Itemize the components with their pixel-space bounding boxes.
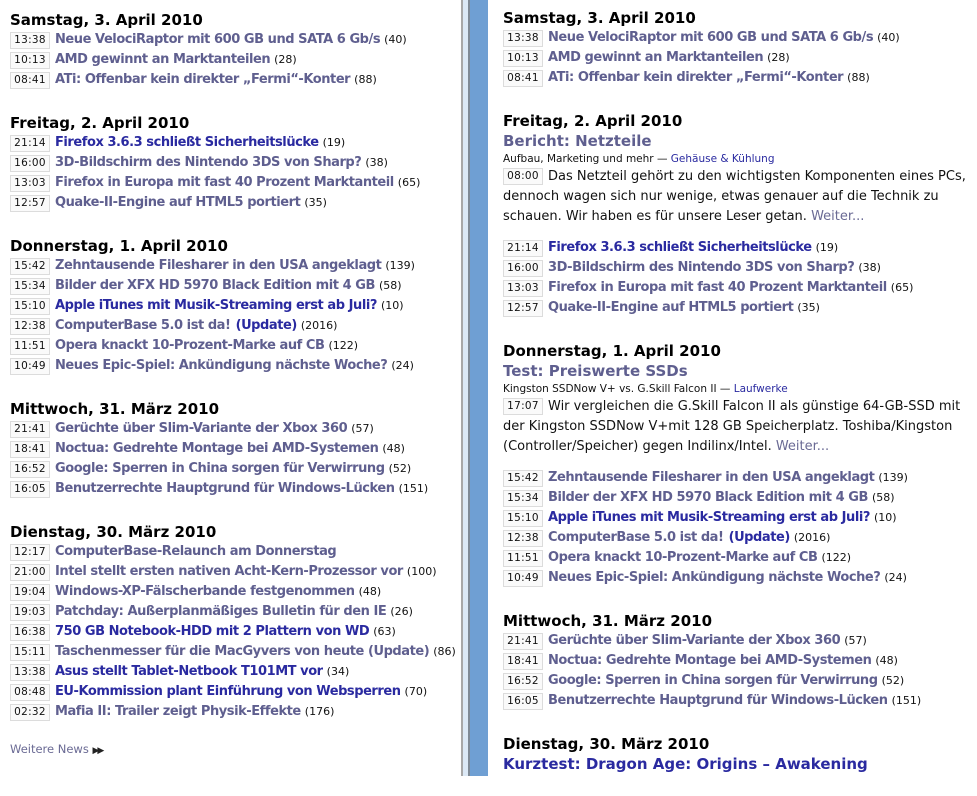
- news-title-link[interactable]: Apple iTunes mit Musik-Streaming erst ab Juli?: [548, 510, 870, 525]
- news-item: [10, 276, 460, 296]
- time-badge: 16:05: [10, 481, 50, 498]
- news-list-right: [503, 7, 977, 796]
- time-badge: 16:00: [503, 260, 543, 277]
- day-heading: Mittwoch, 31. März 2010: [10, 400, 220, 418]
- news-item: [503, 48, 977, 68]
- news-item: [10, 702, 460, 722]
- comment-count[interactable]: (10): [873, 511, 897, 524]
- news-item: [10, 459, 460, 479]
- comment-count[interactable]: (57): [844, 634, 867, 647]
- news-item: [503, 68, 977, 88]
- time-badge: 16:52: [10, 461, 50, 478]
- news-item: [10, 562, 460, 582]
- featured-article-body: [503, 167, 977, 227]
- featured-article: [503, 754, 977, 774]
- news-item: [10, 316, 460, 336]
- comment-count[interactable]: (40): [877, 31, 900, 44]
- news-item: [10, 153, 460, 173]
- news-item: [503, 651, 977, 671]
- comment-count[interactable]: (10): [380, 299, 404, 312]
- time-badge: 10:13: [503, 50, 543, 67]
- comment-count[interactable]: (19): [815, 241, 839, 254]
- news-list-left: [10, 9, 460, 756]
- news-title-link[interactable]: Google: Sperren in China sorgen für Verwirrung: [548, 673, 878, 688]
- time-badge: 15:10: [10, 298, 50, 315]
- comment-count[interactable]: (151): [398, 482, 429, 495]
- comment-count[interactable]: (52): [388, 462, 412, 475]
- news-title-link[interactable]: Asus stellt Tablet-Netbook T101MT vor: [55, 664, 323, 679]
- frame-divider[interactable]: [461, 0, 488, 776]
- comment-count[interactable]: (122): [328, 339, 359, 352]
- comment-count[interactable]: (26): [390, 605, 413, 618]
- news-item: [503, 468, 977, 488]
- update-link[interactable]: (Update): [728, 530, 790, 545]
- time-badge: 16:05: [503, 693, 543, 710]
- featured-article-subtitle: [503, 381, 977, 397]
- news-item: [10, 193, 460, 213]
- news-title-link[interactable]: Firefox 3.6.3 schließt Sicherheitslücke: [55, 135, 319, 150]
- time-badge: 16:52: [503, 673, 543, 690]
- read-more-link[interactable]: Weiter...: [775, 439, 830, 454]
- comment-count[interactable]: (34): [326, 665, 350, 678]
- comment-count[interactable]: (48): [382, 442, 405, 455]
- news-title-link[interactable]: Noctua: Gedrehte Montage bei AMD-Systemen: [55, 441, 379, 456]
- news-title-link[interactable]: ATi: Offenbar kein direkter „Fermi“-Konter: [548, 70, 844, 85]
- news-item: [503, 691, 977, 711]
- news-title-link[interactable]: Firefox in Europa mit fast 40 Prozent Marktanteil: [55, 175, 394, 190]
- news-title-link[interactable]: Bilder der XFX HD 5970 Black Edition mit 4 GB: [55, 278, 375, 293]
- news-title-link[interactable]: Firefox 3.6.3 schließt Sicherheitslücke: [548, 240, 812, 255]
- news-title-link[interactable]: Neues Epic-Spiel: Ankündigung nächste Woche?: [55, 358, 388, 373]
- comment-count[interactable]: (57): [351, 422, 374, 435]
- subtitle-text: Kingston SSDNow V+ vs. G.Skill Falcon II —: [503, 383, 731, 395]
- comment-count[interactable]: (100): [406, 565, 437, 578]
- day-section: [503, 7, 977, 88]
- comment-count[interactable]: (139): [385, 259, 415, 272]
- comment-count[interactable]: (19): [322, 136, 346, 149]
- news-item: [503, 298, 977, 318]
- comment-count[interactable]: (86): [433, 645, 456, 658]
- time-badge: 16:00: [10, 155, 50, 172]
- news-item: [503, 548, 977, 568]
- time-badge: 19:03: [10, 604, 50, 621]
- time-badge: 15:42: [10, 258, 50, 275]
- day-section: [10, 235, 460, 376]
- comment-count[interactable]: (65): [397, 176, 421, 189]
- news-item: [10, 50, 460, 70]
- day-heading: Mittwoch, 31. März 2010: [503, 612, 713, 630]
- time-badge: 21:41: [10, 421, 50, 438]
- day-section: [10, 9, 460, 90]
- day-heading: Donnerstag, 1. April 2010: [503, 342, 721, 360]
- featured-article: [503, 361, 977, 457]
- time-badge: 13:03: [10, 175, 50, 192]
- comment-count[interactable]: (52): [881, 674, 905, 687]
- subtitle-text: Aufbau, Marketing und mehr —: [503, 153, 668, 165]
- news-title-link[interactable]: Bilder der XFX HD 5970 Black Edition mit 4 GB: [548, 490, 868, 505]
- news-item: [10, 336, 460, 356]
- news-title-link[interactable]: Neues Epic-Spiel: Ankündigung nächste Woche?: [548, 570, 881, 585]
- time-badge: 21:14: [10, 135, 50, 152]
- news-title-link[interactable]: EU-Kommission plant Einführung von Websperren: [55, 684, 401, 699]
- time-badge: 18:41: [503, 653, 543, 670]
- comment-count[interactable]: (151): [891, 694, 922, 707]
- news-title-link[interactable]: Benutzerrechte Hauptgrund für Windows-Lücken: [548, 693, 888, 708]
- featured-article-body: [503, 397, 977, 457]
- day-section: [10, 521, 460, 722]
- comment-count[interactable]: (58): [871, 491, 895, 504]
- comment-count[interactable]: (28): [274, 53, 297, 66]
- comment-count[interactable]: (40): [384, 33, 407, 46]
- time-badge: 19:04: [10, 584, 50, 601]
- read-more-link[interactable]: Weiter...: [811, 209, 865, 224]
- news-title-link[interactable]: Quake-II-Engine auf HTML5 portiert: [55, 195, 301, 210]
- time-badge: 15:11: [10, 644, 50, 661]
- time-badge: 08:41: [503, 70, 543, 87]
- time-badge: 02:32: [10, 704, 50, 721]
- comment-count[interactable]: (2016): [793, 531, 831, 544]
- news-title-link[interactable]: 3D-Bildschirm des Nintendo 3DS von Sharp?: [548, 260, 855, 275]
- double-arrow-right-icon: ▶▶: [92, 746, 103, 756]
- day-heading: Samstag, 3. April 2010: [503, 9, 696, 27]
- comment-count[interactable]: (88): [354, 73, 377, 86]
- comment-count[interactable]: (139): [878, 471, 908, 484]
- news-item: [503, 671, 977, 691]
- news-item: [10, 682, 460, 702]
- news-title-link[interactable]: AMD gewinnt an Marktanteilen: [548, 50, 764, 65]
- time-badge: 10:13: [10, 52, 50, 69]
- comment-count[interactable]: (122): [821, 551, 852, 564]
- comment-count[interactable]: (38): [365, 156, 388, 169]
- news-item: [503, 631, 977, 651]
- news-title-link[interactable]: Neue VelociRaptor mit 600 GB und SATA 6 Gb/s: [55, 32, 381, 47]
- comment-count[interactable]: (63): [373, 625, 396, 638]
- day-heading: Dienstag, 30. März 2010: [503, 735, 710, 753]
- time-badge: 12:17: [10, 544, 50, 561]
- day-section: [503, 340, 977, 588]
- news-title-link[interactable]: Mafia II: Trailer zeigt Physik-Effekte: [55, 704, 301, 719]
- news-title-link[interactable]: Zehntausende Filesharer in den USA angeklagt: [55, 258, 382, 273]
- featured-article-subtitle: [503, 151, 977, 167]
- day-section: [10, 398, 460, 499]
- news-title-link[interactable]: 3D-Bildschirm des Nintendo 3DS von Sharp?: [55, 155, 362, 170]
- news-item: [503, 238, 977, 258]
- news-title-link[interactable]: 750 GB Notebook-HDD mit 2 Plattern von WD: [55, 624, 370, 639]
- comment-count[interactable]: (48): [875, 654, 898, 667]
- time-badge: 08:41: [10, 72, 50, 89]
- day-section: [503, 733, 977, 774]
- news-item: [10, 30, 460, 50]
- comment-count[interactable]: (58): [378, 279, 402, 292]
- comment-count[interactable]: (48): [358, 585, 382, 598]
- day-section: [10, 112, 460, 213]
- news-item: [503, 28, 977, 48]
- comment-count[interactable]: (35): [304, 196, 327, 209]
- time-badge: 13:03: [503, 280, 543, 297]
- news-item: [503, 568, 977, 588]
- comment-count[interactable]: (35): [797, 301, 820, 314]
- news-item: [10, 419, 460, 439]
- news-title-link[interactable]: Zehntausende Filesharer in den USA angeklagt: [548, 470, 875, 485]
- time-badge: 10:49: [503, 570, 543, 587]
- news-title-link[interactable]: Google: Sperren in China sorgen für Verwirrung: [55, 461, 385, 476]
- time-badge: 08:48: [10, 684, 50, 701]
- day-heading: Dienstag, 30. März 2010: [10, 523, 217, 541]
- time-badge: 21:14: [503, 240, 543, 257]
- day-heading: Donnerstag, 1. April 2010: [10, 237, 228, 255]
- divider-bar: [470, 0, 488, 776]
- news-item: [10, 256, 460, 276]
- comment-count[interactable]: (24): [884, 571, 907, 584]
- news-item: [503, 528, 977, 548]
- article-teaser: Das Netzteil gehört zu den wichtigsten Komponenten eines PCs, dennoch wagen sich nur wenige, etwas genauer auf die Technik zu schauen. Wir haben es für unsere Leser getan.: [503, 169, 966, 224]
- news-title-link[interactable]: ComputerBase 5.0 ist da!: [55, 318, 231, 333]
- comment-count[interactable]: (65): [890, 281, 914, 294]
- time-badge: 12:38: [503, 530, 543, 547]
- news-title-link[interactable]: Opera knackt 10-Prozent-Marke auf CB: [548, 550, 818, 565]
- comment-count[interactable]: (70): [404, 685, 428, 698]
- news-item: [10, 296, 460, 316]
- news-item: [10, 642, 460, 662]
- news-title-link[interactable]: Noctua: Gedrehte Montage bei AMD-Systemen: [548, 653, 872, 668]
- time-badge: 12:57: [503, 300, 543, 317]
- news-title-link[interactable]: ComputerBase-Relaunch am Donnerstag: [55, 544, 337, 559]
- day-heading: Freitag, 2. April 2010: [10, 114, 190, 132]
- featured-article-title-link[interactable]: Kurztest: Dragon Age: Origins – Awakening: [503, 755, 868, 773]
- time-badge: 21:41: [503, 633, 543, 650]
- comment-count[interactable]: (88): [847, 71, 870, 84]
- time-badge: 15:42: [503, 470, 543, 487]
- update-link[interactable]: (Update): [235, 318, 297, 333]
- time-badge: 18:41: [10, 441, 50, 458]
- news-item: [10, 622, 460, 642]
- time-badge: 15:34: [10, 278, 50, 295]
- news-item: [10, 542, 460, 562]
- category-link[interactable]: Gehäuse & Kühlung: [670, 153, 775, 165]
- news-title-link[interactable]: Neue VelociRaptor mit 600 GB und SATA 6 Gb/s: [548, 30, 874, 45]
- news-title-link[interactable]: Quake-II-Engine auf HTML5 portiert: [548, 300, 794, 315]
- time-badge: 21:00: [10, 564, 50, 581]
- featured-article-title-link[interactable]: Bericht: Netzteile: [503, 132, 652, 150]
- comment-count[interactable]: (176): [304, 705, 335, 718]
- news-title-link[interactable]: ATi: Offenbar kein direkter „Fermi“-Konter: [55, 72, 351, 87]
- time-badge: 13:38: [10, 32, 50, 49]
- time-badge: 10:49: [10, 358, 50, 375]
- news-item: [503, 258, 977, 278]
- news-title-link[interactable]: Taschenmesser für die MacGyvers von heute (Update): [55, 644, 430, 659]
- comment-count[interactable]: (28): [767, 51, 790, 64]
- comment-count[interactable]: (2016): [300, 319, 338, 332]
- news-item: [10, 133, 460, 153]
- news-title-link[interactable]: AMD gewinnt an Marktanteilen: [55, 52, 271, 67]
- news-item: [10, 173, 460, 193]
- news-item: [503, 488, 977, 508]
- day-section: [503, 110, 977, 318]
- time-badge: 17:07: [503, 398, 543, 415]
- time-badge: 08:00: [503, 168, 543, 185]
- more-news-link[interactable]: [10, 742, 460, 756]
- news-item: [10, 356, 460, 376]
- time-badge: 15:10: [503, 510, 543, 527]
- news-item: [10, 70, 460, 90]
- news-title-link[interactable]: Opera knackt 10-Prozent-Marke auf CB: [55, 338, 325, 353]
- featured-article-title-link[interactable]: Test: Preiswerte SSDs: [503, 362, 688, 380]
- news-item: [10, 662, 460, 682]
- more-news-label: Weitere News: [10, 742, 89, 756]
- news-title-link[interactable]: Intel stellt ersten nativen Acht-Kern-Prozessor vor: [55, 564, 403, 579]
- day-heading: Freitag, 2. April 2010: [503, 112, 683, 130]
- news-title-link[interactable]: Gerüchte über Slim-Variante der Xbox 360: [55, 421, 348, 436]
- time-badge: 11:51: [503, 550, 543, 567]
- news-title-link[interactable]: Benutzerrechte Hauptgrund für Windows-Lücken: [55, 481, 395, 496]
- news-item: [503, 508, 977, 528]
- news-item: [10, 439, 460, 459]
- time-badge: 12:57: [10, 195, 50, 212]
- time-badge: 16:38: [10, 624, 50, 641]
- news-item: [10, 602, 460, 622]
- news-title-link[interactable]: Apple iTunes mit Musik-Streaming erst ab Juli?: [55, 298, 377, 313]
- time-badge: 12:38: [10, 318, 50, 335]
- news-title-link[interactable]: Patchday: Außerplanmäßiges Bulletin für den IE: [55, 604, 387, 619]
- comment-count[interactable]: (24): [391, 359, 414, 372]
- time-badge: 15:34: [503, 490, 543, 507]
- news-item: [10, 582, 460, 602]
- news-title-link[interactable]: Gerüchte über Slim-Variante der Xbox 360: [548, 633, 841, 648]
- news-title-link[interactable]: Windows-XP-Fälscherbande festgenommen: [55, 584, 355, 599]
- category-link[interactable]: Laufwerke: [733, 383, 788, 395]
- news-item: [503, 278, 977, 298]
- news-item: [10, 479, 460, 499]
- time-badge: 13:38: [503, 30, 543, 47]
- comment-count[interactable]: (38): [858, 261, 881, 274]
- time-badge: 13:38: [10, 664, 50, 681]
- article-teaser: Wir vergleichen die G.Skill Falcon II als günstige 64-GB-SSD mit der Kingston SSDNow V+mit 128 GB Speicherplatz. Toshiba/Kingston (Controller/Speicher) gegen Indilinx/Intel.: [503, 399, 961, 454]
- featured-article: [503, 131, 977, 227]
- day-section: [503, 610, 977, 711]
- news-title-link[interactable]: Firefox in Europa mit fast 40 Prozent Marktanteil: [548, 280, 887, 295]
- time-badge: 11:51: [10, 338, 50, 355]
- news-title-link[interactable]: ComputerBase 5.0 ist da!: [548, 530, 724, 545]
- day-heading: Samstag, 3. April 2010: [10, 11, 203, 29]
